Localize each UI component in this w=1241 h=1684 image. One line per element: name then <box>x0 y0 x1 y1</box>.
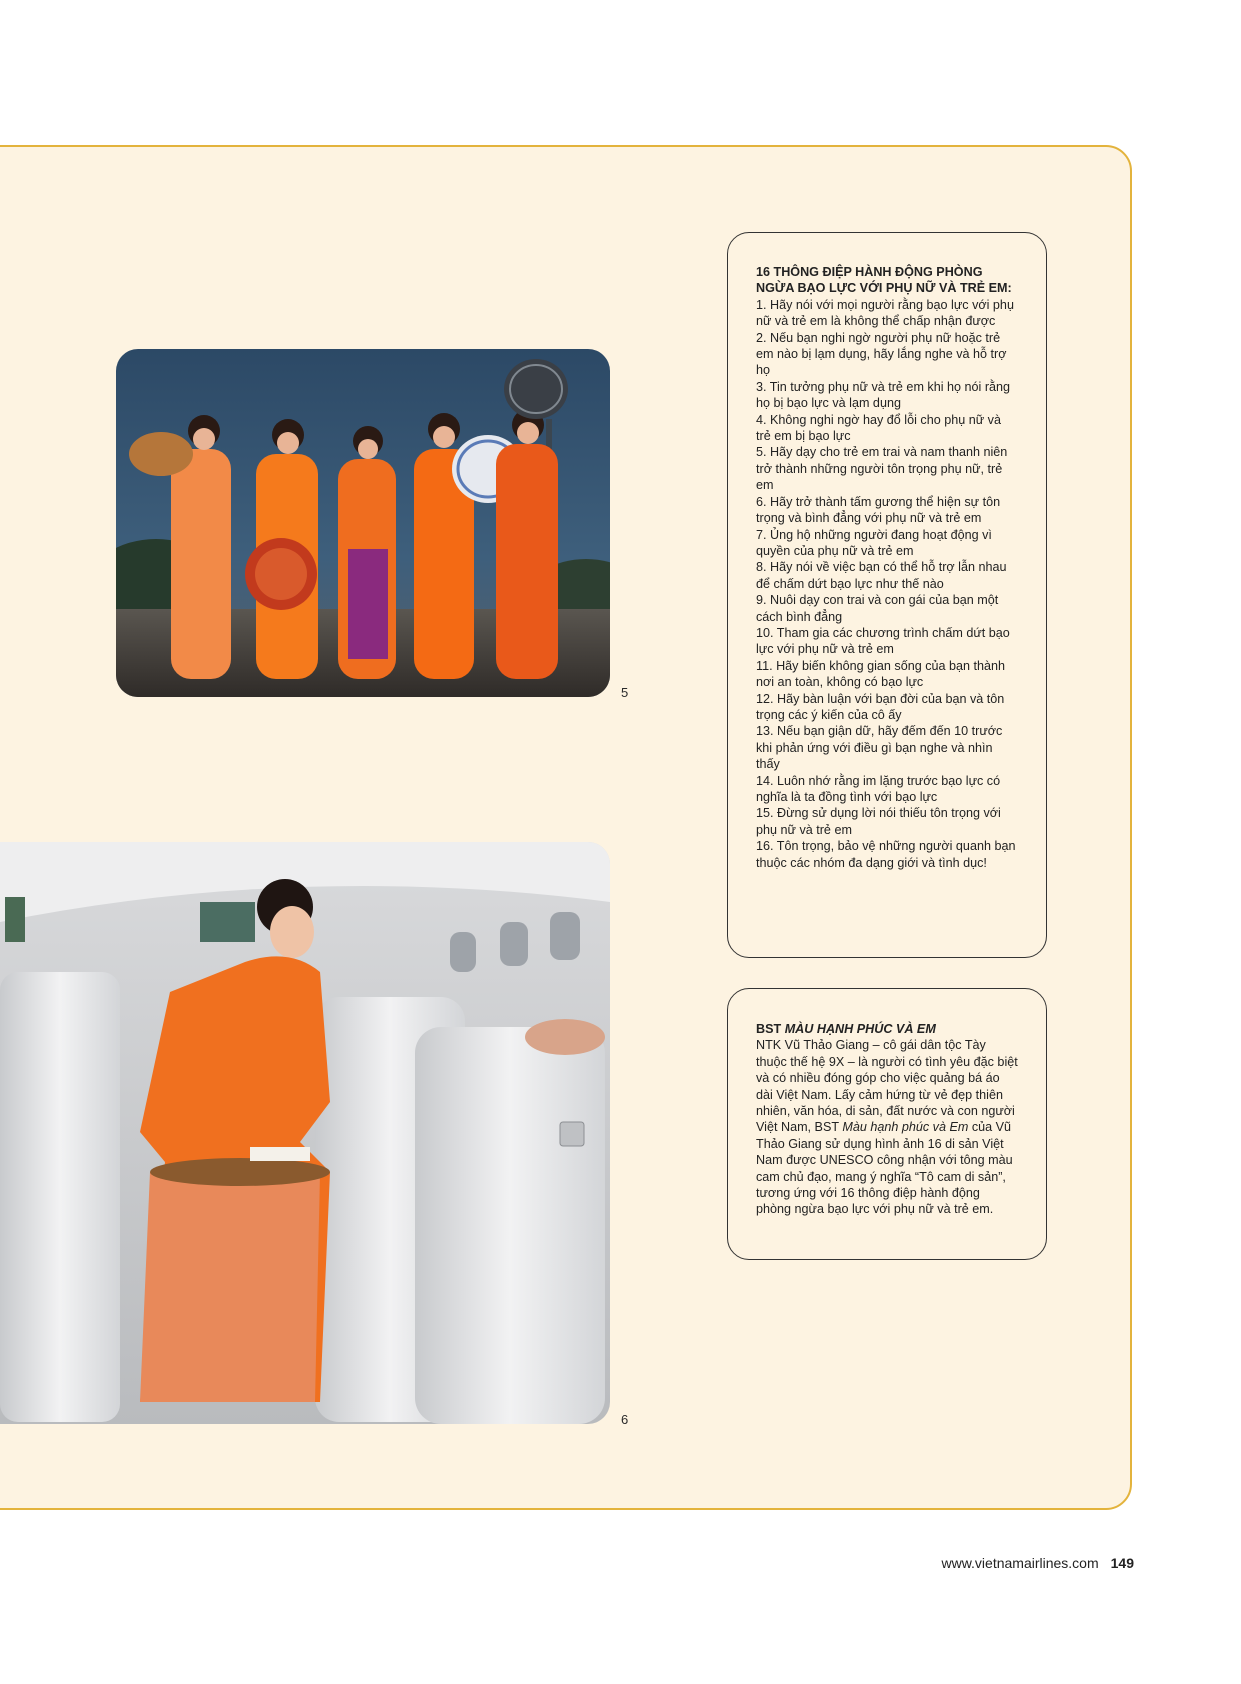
page-number: 149 <box>1110 1555 1134 1571</box>
page-footer <box>941 1555 1134 1571</box>
messages-title-line2: NGỪA BẠO LỰC VỚI PHỤ NỮ VÀ TRẺ EM: <box>756 281 1012 296</box>
photo-number-6: 6 <box>621 1412 629 1427</box>
messages-title <box>756 264 1018 297</box>
collection-text <box>756 1037 1018 1217</box>
sixteen-messages-box <box>727 232 1047 958</box>
message-item: 3. Tin tưởng phụ nữ và trẻ em khi họ nói rằng họ bị bạo lực và lạm dụng <box>756 379 1011 411</box>
collection-text-part2: của Vũ Thảo Giang sử dụng hình ảnh 16 di sản Việt Nam được UNESCO công nhận với tông màu cam chủ đạo, mang ý nghĩa “Tô cam di sản”, tương ứng với 16 thông điệp hành động phòng ngừa bạo lực với phụ nữ và trẻ em. <box>756 1120 1013 1217</box>
collection-description-box <box>727 988 1047 1260</box>
message-item: 7. Ủng hộ những người đang hoạt động vì quyền của phụ nữ và trẻ em <box>756 527 992 558</box>
collection-text-italic: Màu hạnh phúc và Em <box>842 1120 969 1135</box>
footer-website: www.vietnamairlines.com <box>941 1555 1099 1571</box>
collection-text-part1: NTK Vũ Thảo Giang – cô gái dân tộc Tày thuộc thế hệ 9X – là người có tình yêu đặc biệt và có nhiều đóng góp cho việc quảng bá áo dài Việt Nam. Lấy cảm hứng từ vẻ đẹp thiên nhiên, văn hóa, di sản, đất nước và con người Việt Nam, BST <box>756 1038 1018 1135</box>
collection-title <box>756 1021 1018 1037</box>
message-item: 11. Hãy biến không gian sống của bạn thành nơi an toàn, không có bạo lực <box>756 658 1006 690</box>
message-item: 2. Nếu bạn nghi ngờ người phụ nữ hoặc trẻ em nào bị lạm dụng, hãy lắng nghe và hỗ trợ họ <box>756 330 1007 378</box>
message-item: 5. Hãy dạy cho trẻ em trai và nam thanh niên trở thành những người tôn trọng phụ nữ, trẻ em <box>756 445 1008 493</box>
message-item: 14. Luôn nhớ rằng im lặng trước bạo lực có nghĩa là ta đồng tình với bạo lực <box>756 773 1001 804</box>
message-item: 9. Nuôi dạy con trai và con gái của bạn một cách bình đẳng <box>756 593 999 624</box>
message-item: 16. Tôn trọng, bảo vệ những người quanh bạn thuộc các nhóm đa dạng giới và tình dục! <box>756 839 1016 870</box>
message-item: 15. Đừng sử dụng lời nói thiếu tôn trọng với phụ nữ và trẻ em <box>756 806 1001 837</box>
message-item: 12. Hãy bàn luận với bạn đời của bạn và tôn trọng các ý kiến của cô ấy <box>756 691 1005 722</box>
messages-title-line1: 16 THÔNG ĐIỆP HÀNH ĐỘNG PHÒNG <box>756 265 983 279</box>
photo-flight-attendant-cabin <box>0 842 610 1424</box>
message-item: 8. Hãy nói về việc bạn có thể hỗ trợ lẫn nhau để chấm dứt bạo lực như thế nào <box>756 560 1007 591</box>
photo-ao-dai-group <box>116 349 610 697</box>
message-item: 13. Nếu bạn giận dữ, hãy đếm đến 10 trước khi phản ứng với điều gì bạn nghe và nhìn thấy <box>756 724 1003 772</box>
message-item: 6. Hãy trở thành tấm gương thể hiện sự tôn trọng và bình đẳng với phụ nữ và trẻ em <box>756 494 1001 526</box>
collection-title-prefix: BST <box>756 1022 785 1036</box>
collection-title-italic: MÀU HẠNH PHÚC VÀ EM <box>784 1022 936 1036</box>
message-item: 10. Tham gia các chương trình chấm dứt bạo lực với phụ nữ và trẻ em <box>756 625 1010 657</box>
message-item: 1. Hãy nói với mọi người rằng bạo lực với phụ nữ và trẻ em là không thể chấp nhận được <box>756 297 1014 329</box>
message-item: 4. Không nghi ngờ hay đổ lỗi cho phụ nữ và trẻ em bị bạo lực <box>756 412 1001 444</box>
photo-number-5: 5 <box>621 685 629 700</box>
